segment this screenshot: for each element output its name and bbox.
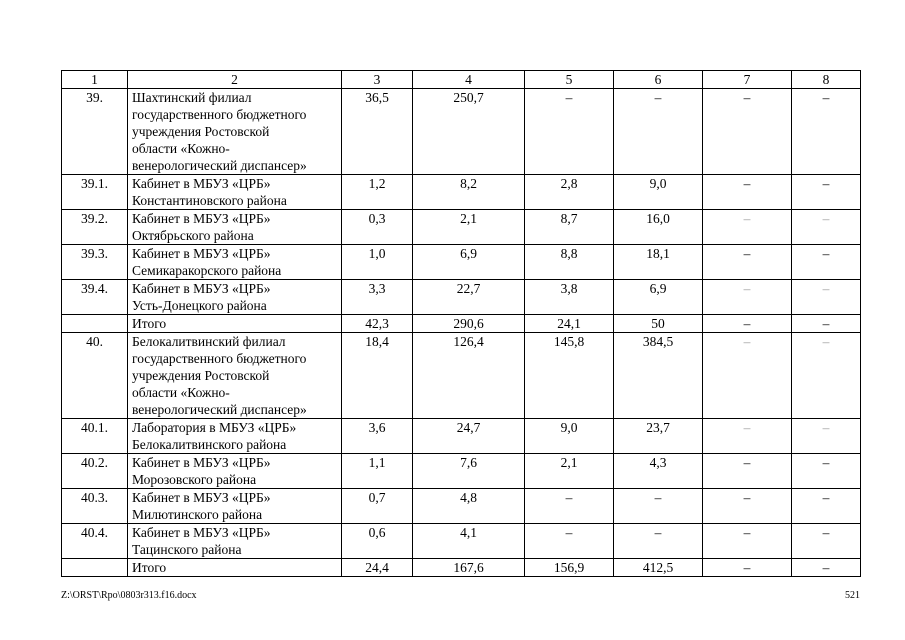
cell-c5: 2,1 <box>525 454 614 489</box>
table-row <box>62 333 861 419</box>
header-col-6: 6 <box>614 71 703 89</box>
cell-c6: – <box>614 89 703 175</box>
cell-c8: – <box>792 89 861 175</box>
cell-c7: – <box>703 559 792 577</box>
row-name <box>128 245 342 280</box>
row-name-line: Итого <box>132 316 167 331</box>
cell-c8: – <box>792 333 861 419</box>
table-row <box>62 175 861 210</box>
row-number: 40.2. <box>62 454 128 489</box>
cell-c4: 8,2 <box>413 175 525 210</box>
cell-c3: 3,3 <box>342 280 413 315</box>
row-number: 40.3. <box>62 489 128 524</box>
table-row <box>62 524 861 559</box>
header-col-8: 8 <box>792 71 861 89</box>
cell-c3: 42,3 <box>342 315 413 333</box>
row-name-line: Семикаракорского района <box>132 263 282 278</box>
cell-c8: – <box>792 210 861 245</box>
row-name-line: Кабинет в МБУЗ «ЦРБ» <box>132 490 271 505</box>
row-name-line: Кабинет в МБУЗ «ЦРБ» <box>132 176 271 191</box>
row-name-line: учреждения Ростовской <box>132 368 270 383</box>
row-number <box>62 559 128 577</box>
cell-c7: – <box>703 210 792 245</box>
row-number: 39.1. <box>62 175 128 210</box>
cell-c3: 1,0 <box>342 245 413 280</box>
cell-c5: 2,8 <box>525 175 614 210</box>
row-number <box>62 315 128 333</box>
row-name-line: Итого <box>132 560 167 575</box>
cell-c7: – <box>703 419 792 454</box>
cell-c4: 7,6 <box>413 454 525 489</box>
cell-c7: – <box>703 489 792 524</box>
cell-c5: – <box>525 489 614 524</box>
row-name-line: Кабинет в МБУЗ «ЦРБ» <box>132 281 271 296</box>
table-row <box>62 245 861 280</box>
cell-c7: – <box>703 524 792 559</box>
footer-page-number: 521 <box>845 590 860 601</box>
table-row <box>62 489 861 524</box>
row-number: 40.4. <box>62 524 128 559</box>
cell-c3: 24,4 <box>342 559 413 577</box>
row-name-line: Кабинет в МБУЗ «ЦРБ» <box>132 211 271 226</box>
cell-c4: 22,7 <box>413 280 525 315</box>
row-name <box>128 280 342 315</box>
row-name-line: Шахтинский филиал <box>132 90 252 105</box>
header-col-5: 5 <box>525 71 614 89</box>
cell-c8: – <box>792 245 861 280</box>
cell-c4: 250,7 <box>413 89 525 175</box>
cell-c7: – <box>703 89 792 175</box>
cell-c7: – <box>703 315 792 333</box>
cell-c4: 290,6 <box>413 315 525 333</box>
row-name-line: Милютинского района <box>132 507 263 522</box>
cell-c8: – <box>792 559 861 577</box>
row-name-line: венерологический диспансер» <box>132 158 307 173</box>
cell-c8: – <box>792 315 861 333</box>
row-name-line: Кабинет в МБУЗ «ЦРБ» <box>132 525 271 540</box>
cell-c8: – <box>792 175 861 210</box>
cell-c8: – <box>792 524 861 559</box>
cell-c7: – <box>703 280 792 315</box>
header-col-7: 7 <box>703 71 792 89</box>
row-name <box>128 210 342 245</box>
row-name <box>128 454 342 489</box>
row-name <box>128 89 342 175</box>
footer-file-path: Z:\ORST\Rpo\0803r313.f16.docx <box>61 590 197 601</box>
cell-c7: – <box>703 175 792 210</box>
row-name <box>128 333 342 419</box>
cell-c4: 4,8 <box>413 489 525 524</box>
cell-c5: – <box>525 89 614 175</box>
cell-c4: 24,7 <box>413 419 525 454</box>
row-name <box>128 524 342 559</box>
cell-c3: 0,6 <box>342 524 413 559</box>
cell-c3: 3,6 <box>342 419 413 454</box>
cell-c5: 8,7 <box>525 210 614 245</box>
cell-c8: – <box>792 280 861 315</box>
header-col-3: 3 <box>342 71 413 89</box>
cell-c6: 9,0 <box>614 175 703 210</box>
cell-c5: 145,8 <box>525 333 614 419</box>
cell-c5: 8,8 <box>525 245 614 280</box>
cell-c3: 0,3 <box>342 210 413 245</box>
cell-c8: – <box>792 419 861 454</box>
cell-c4: 2,1 <box>413 210 525 245</box>
row-number: 39.4. <box>62 280 128 315</box>
row-number: 39.3. <box>62 245 128 280</box>
cell-c6: 18,1 <box>614 245 703 280</box>
header-col-1: 1 <box>62 71 128 89</box>
cell-c5: 3,8 <box>525 280 614 315</box>
row-name <box>128 419 342 454</box>
cell-c5: – <box>525 524 614 559</box>
cell-c6: 23,7 <box>614 419 703 454</box>
row-name <box>128 489 342 524</box>
cell-c3: 1,1 <box>342 454 413 489</box>
row-name-line: Морозовского района <box>132 472 257 487</box>
cell-c6: – <box>614 489 703 524</box>
cell-c3: 0,7 <box>342 489 413 524</box>
cell-c6: 384,5 <box>614 333 703 419</box>
data-table <box>61 70 861 577</box>
cell-c5: 24,1 <box>525 315 614 333</box>
row-number: 40. <box>62 333 128 419</box>
row-number: 39.2. <box>62 210 128 245</box>
table-row <box>62 315 861 333</box>
row-number: 40.1. <box>62 419 128 454</box>
cell-c4: 4,1 <box>413 524 525 559</box>
row-name-line: области «Кожно- <box>132 141 230 156</box>
cell-c4: 126,4 <box>413 333 525 419</box>
row-name-line: Лаборатория в МБУЗ «ЦРБ» <box>132 420 297 435</box>
row-name-line: венерологический диспансер» <box>132 402 307 417</box>
row-name-line: учреждения Ростовской <box>132 124 270 139</box>
row-name-line: Белокалитвинского района <box>132 437 287 452</box>
row-number: 39. <box>62 89 128 175</box>
cell-c8: – <box>792 489 861 524</box>
row-name-line: Кабинет в МБУЗ «ЦРБ» <box>132 455 271 470</box>
cell-c6: 6,9 <box>614 280 703 315</box>
header-col-2: 2 <box>128 71 342 89</box>
table-row <box>62 280 861 315</box>
table-row <box>62 89 861 175</box>
row-name-line: Усть-Донецкого района <box>132 298 267 313</box>
cell-c7: – <box>703 333 792 419</box>
row-name-line: Константиновского района <box>132 193 287 208</box>
header-row <box>62 71 861 89</box>
cell-c7: – <box>703 245 792 280</box>
cell-c3: 1,2 <box>342 175 413 210</box>
row-name <box>128 315 342 333</box>
cell-c6: 412,5 <box>614 559 703 577</box>
row-name-line: области «Кожно- <box>132 385 230 400</box>
row-name-line: Октябрьского района <box>132 228 254 243</box>
cell-c6: 16,0 <box>614 210 703 245</box>
row-name-line: государственного бюджетного <box>132 351 307 366</box>
cell-c6: 4,3 <box>614 454 703 489</box>
row-name-line: Тацинского района <box>132 542 242 557</box>
cell-c6: 50 <box>614 315 703 333</box>
table-row <box>62 419 861 454</box>
cell-c7: – <box>703 454 792 489</box>
cell-c4: 167,6 <box>413 559 525 577</box>
cell-c4: 6,9 <box>413 245 525 280</box>
cell-c8: – <box>792 454 861 489</box>
row-name-line: Белокалитвинский филиал <box>132 334 286 349</box>
row-name <box>128 559 342 577</box>
cell-c5: 9,0 <box>525 419 614 454</box>
table-row <box>62 210 861 245</box>
table-row <box>62 454 861 489</box>
table-row <box>62 559 861 577</box>
cell-c5: 156,9 <box>525 559 614 577</box>
header-col-4: 4 <box>413 71 525 89</box>
cell-c3: 36,5 <box>342 89 413 175</box>
row-name <box>128 175 342 210</box>
cell-c6: – <box>614 524 703 559</box>
row-name-line: Кабинет в МБУЗ «ЦРБ» <box>132 246 271 261</box>
row-name-line: государственного бюджетного <box>132 107 307 122</box>
cell-c3: 18,4 <box>342 333 413 419</box>
